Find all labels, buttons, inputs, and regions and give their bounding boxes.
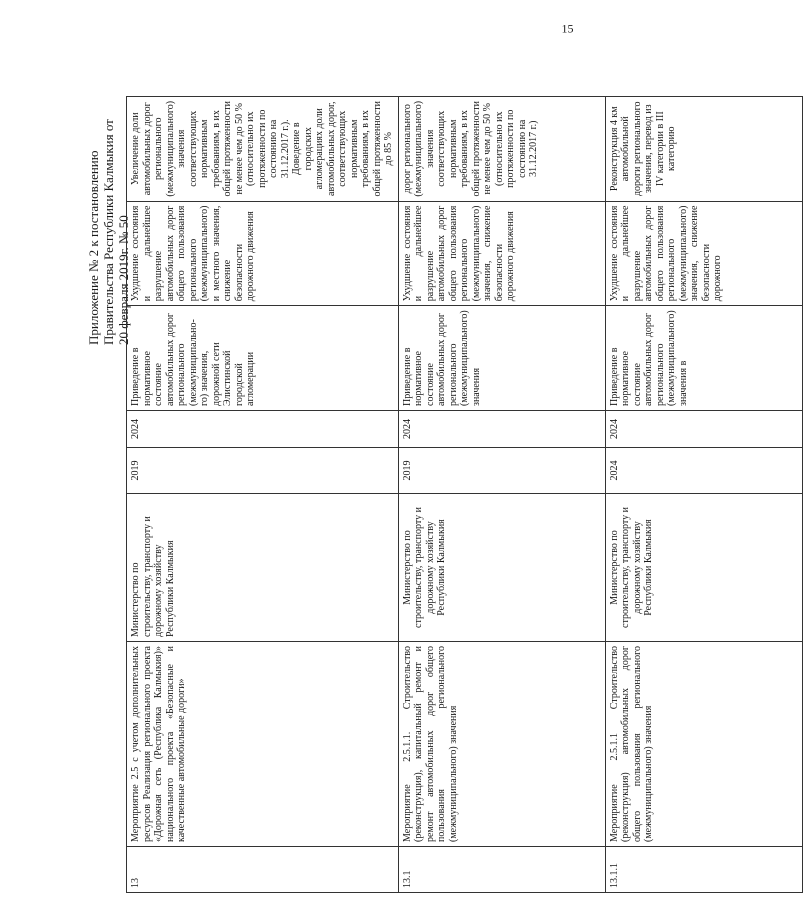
- header-line-2: Правительства Республики Калмыкия от: [101, 119, 116, 345]
- page-number: 15: [561, 21, 574, 36]
- document-header: [86, 25, 131, 345]
- cell-measure-name: Мероприятие 2.5.1.1 Строительство (реконструкция) автомобильных дорог общего пользования регионального (межмуниципального) значения: [605, 642, 802, 847]
- cell-measure-name: Мероприятие 2.5 с учетом дополнительных ресурсов Реализация регионального проекта «Дорожная сеть (Республика Калмыкия)» национального проекта «Безопасные и качественные автомобильные дороги»: [127, 642, 399, 847]
- table-row: [398, 96, 605, 892]
- cell-year-start: 2019: [127, 448, 399, 494]
- cell-year-start: 2024: [605, 448, 802, 494]
- cell-consequence: Ухудшение состояния и дальнейшее разрушение автомобильных дорог общего пользования регионального (межмуниципального) значения, снижение безопасности дорожного: [605, 201, 802, 306]
- measures-table: [126, 96, 803, 893]
- cell-consequence: Ухудшение состояния и дальнейшее разрушение автомобильных дорог общего пользования регионального (межмуниципального) и местного значения, снижение безопасности дорожного движения: [127, 201, 399, 306]
- cell-expected-result: Приведение в нормативное состояние автомобильных дорог регионального (межмуниципального) значения: [398, 306, 605, 411]
- cell-expected-result: Приведение в нормативное состояние автомобильных дорог регионального (межмуниципального) значения в: [605, 306, 802, 411]
- cell-year-end: 2024: [398, 411, 605, 448]
- cell-executor: Министерство по строительству, транспорту и дорожному хозяйству Республики Калмыкия: [605, 494, 802, 642]
- header-line-1: Приложение № 2 к постановлению: [86, 150, 101, 345]
- table-row: [127, 96, 399, 892]
- cell-number: 13.1.1: [605, 847, 802, 893]
- cell-number: 13.1: [398, 847, 605, 893]
- cell-expected-result: Приведение в нормативное состояние автомобильных дорог регионального (межмуниципально-го) значения, дорожной сети Элистинской городской агломерации: [127, 306, 399, 411]
- table-row: [605, 96, 802, 892]
- cell-executor: Министерство по строительству, транспорту и дорожному хозяйству Республики Калмыкия: [127, 494, 399, 642]
- cell-measure-name: Мероприятие 2.5.1.1. Строительство (реконструкция), капитальный ремонт и ремонт автомобильных дорог общего пользования регионального (межмуниципального) значения: [398, 642, 605, 847]
- header-line-3: 20 февраля 2019г. № 50: [116, 215, 131, 345]
- cell-executor: Министерство по строительству, транспорту и дорожному хозяйству Республики Калмыкия: [398, 494, 605, 642]
- cell-year-end: 2024: [605, 411, 802, 448]
- cell-indicator: Реконструкция 4 км автомобильной дороги регионального значения, перевод из IV категории в III категорию: [605, 96, 802, 201]
- cell-year-start: 2019: [398, 448, 605, 494]
- cell-year-end: 2024: [127, 411, 399, 448]
- cell-indicator: Увеличение доли автомобильных дорог регионального (межмуниципального) значения соответствующих нормативным требованиям, в их общей протяженности не менее чем до 50 % (относительно их протяженности по состоянию на 31.12.2017 г.). Доведение в городских агломерациях доли автомобильных дорог, соответствующих нормативным требованиям, в их общей протяженности до 85 %: [127, 96, 399, 201]
- cell-indicator: дорог регионального (межмуниципального) значения соответствующих нормативным требованиям, в их общей протяженности не менее чем до 50 % (относительно их протяженности по состоянию на 31.12.2017 г.): [398, 96, 605, 201]
- cell-consequence: Ухудшение состояния и дальнейшее разрушение автомобильных дорог общего пользования регионального (межмуниципального) значения, снижение безопасности дорожного движения: [398, 201, 605, 306]
- cell-number: 13: [127, 847, 399, 893]
